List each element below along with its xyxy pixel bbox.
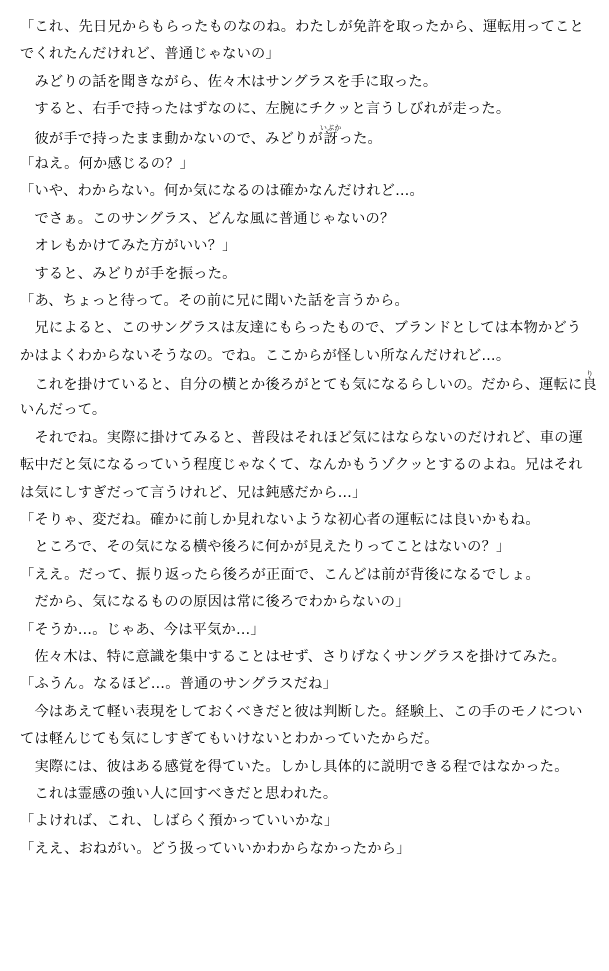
- text-line-4: すると、右手で持ったはずなのに、左腕にチクッと言うしびれが走った。: [20, 101, 511, 118]
- text-line-16: それでね。実際に掛けてみると、普段はそれほど気にはならないのだけれど、車の運: [20, 429, 584, 446]
- text-line-14-main: これを掛けていると、自分の横とか後ろがとても気になるらしいの。だから、運転に: [20, 377, 583, 394]
- text-line-31: 「ええ、おねがい。どう扱っていいかわからなかったから」: [20, 840, 411, 857]
- ruby-yoi: [582, 370, 597, 394]
- text-line-18: は気にしすぎだって言うけれど、兄は鈍感だから…」: [20, 484, 367, 501]
- text-line-21: 「ええ。だって、振り返ったら後ろが正面で、こんどは前が背後になるでしょ。: [20, 566, 540, 583]
- text-line-30: 「よければ、これ、しばらく預かっていいかな」: [20, 813, 339, 830]
- ruby-ibukatta-reading: いぶか: [319, 123, 342, 132]
- text-line-25: 「ふうん。なるほど…。普通のサングラスだね」: [20, 676, 338, 693]
- text-line-11: 「あ、ちょっと待って。その前に兄に聞いた話を言うから。: [20, 292, 409, 309]
- text-line-2: でくれたんだけれど、普通じゃないの」: [20, 46, 280, 63]
- text-line-6: 「ねえ。何か感じるの？」: [20, 155, 195, 172]
- text-line-23: 「そうか…。じゃあ、今は平気か…」: [20, 621, 265, 638]
- text-line-7: 「いや、わからない。何か気になるのは確かなんだけれど…。: [20, 183, 424, 200]
- ruby-ibukatta-suffix: った。: [338, 130, 382, 147]
- text-line-26: 今はあえて軽い表現をしておくべきだと彼は判断した。経験上、この手のモノについ: [20, 703, 583, 720]
- ruby-ibukatta: [319, 123, 342, 147]
- text-line-9: オレもかけてみた方がいい？」: [20, 238, 237, 255]
- text-line-14: [20, 370, 598, 397]
- text-line-15: いんだって。: [20, 402, 107, 419]
- text-line-8: でさぁ。このサングラス、どんな風に普通じゃないの？: [20, 210, 395, 227]
- text-line-19: 「そりゃ、変だね。確かに前しか見れないような初心者の運転には良いかもね。: [20, 512, 540, 529]
- text-line-5: [20, 124, 598, 151]
- text-line-3: みどりの話を聞きながら、佐々木はサングラスを手に取った。: [20, 73, 438, 90]
- text-line-13: かはよくわからないそうなの。でね。ここからが怪しい所なんだけれど…。: [20, 347, 511, 364]
- text-line-29: これは霊感の強い人に回すべきだと思われた。: [20, 785, 338, 802]
- text-line-20: ところで、その気になる横や後ろに何かが見えたりってことはないの？」: [20, 539, 511, 556]
- text-line-22: だから、気になるものの原因は常に後ろでわからないの」: [20, 594, 410, 611]
- text-line-28: 実際には、彼はある感覚を得ていた。しかし具体的に説明できる程ではなかった。: [20, 758, 569, 775]
- text-line-17: 転中だと気になるっていう程度じゃなくて、なんかもうゾクッとするのよね。兄はそれ: [20, 457, 583, 474]
- ruby-yoi-reading: り: [582, 370, 597, 379]
- text-body: [20, 14, 598, 863]
- text-line-27: ては軽んじても気にしすぎてもいけないとわかっていたからだ。: [20, 731, 439, 748]
- text-line-12: 兄によると、このサングラスは友達にもらったもので、ブランドとしては本物かどう: [20, 320, 582, 337]
- text-line-24: 佐々木は、特に意識を集中することはせず、さりげなくサングラスを掛けてみた。: [20, 648, 567, 665]
- ruby-ibukatta-base: 訝: [319, 130, 342, 147]
- text-line-1: 「これ、先日兄からもらったものなのね。わたしが免許を取ったから、運転用ってこと: [20, 19, 584, 35]
- text-line-5-main: 彼が手で持ったまま動かないので、みどりが: [20, 130, 323, 147]
- text-line-10: すると、みどりが手を振った。: [20, 265, 237, 282]
- ruby-yoi-base: 良: [582, 377, 597, 394]
